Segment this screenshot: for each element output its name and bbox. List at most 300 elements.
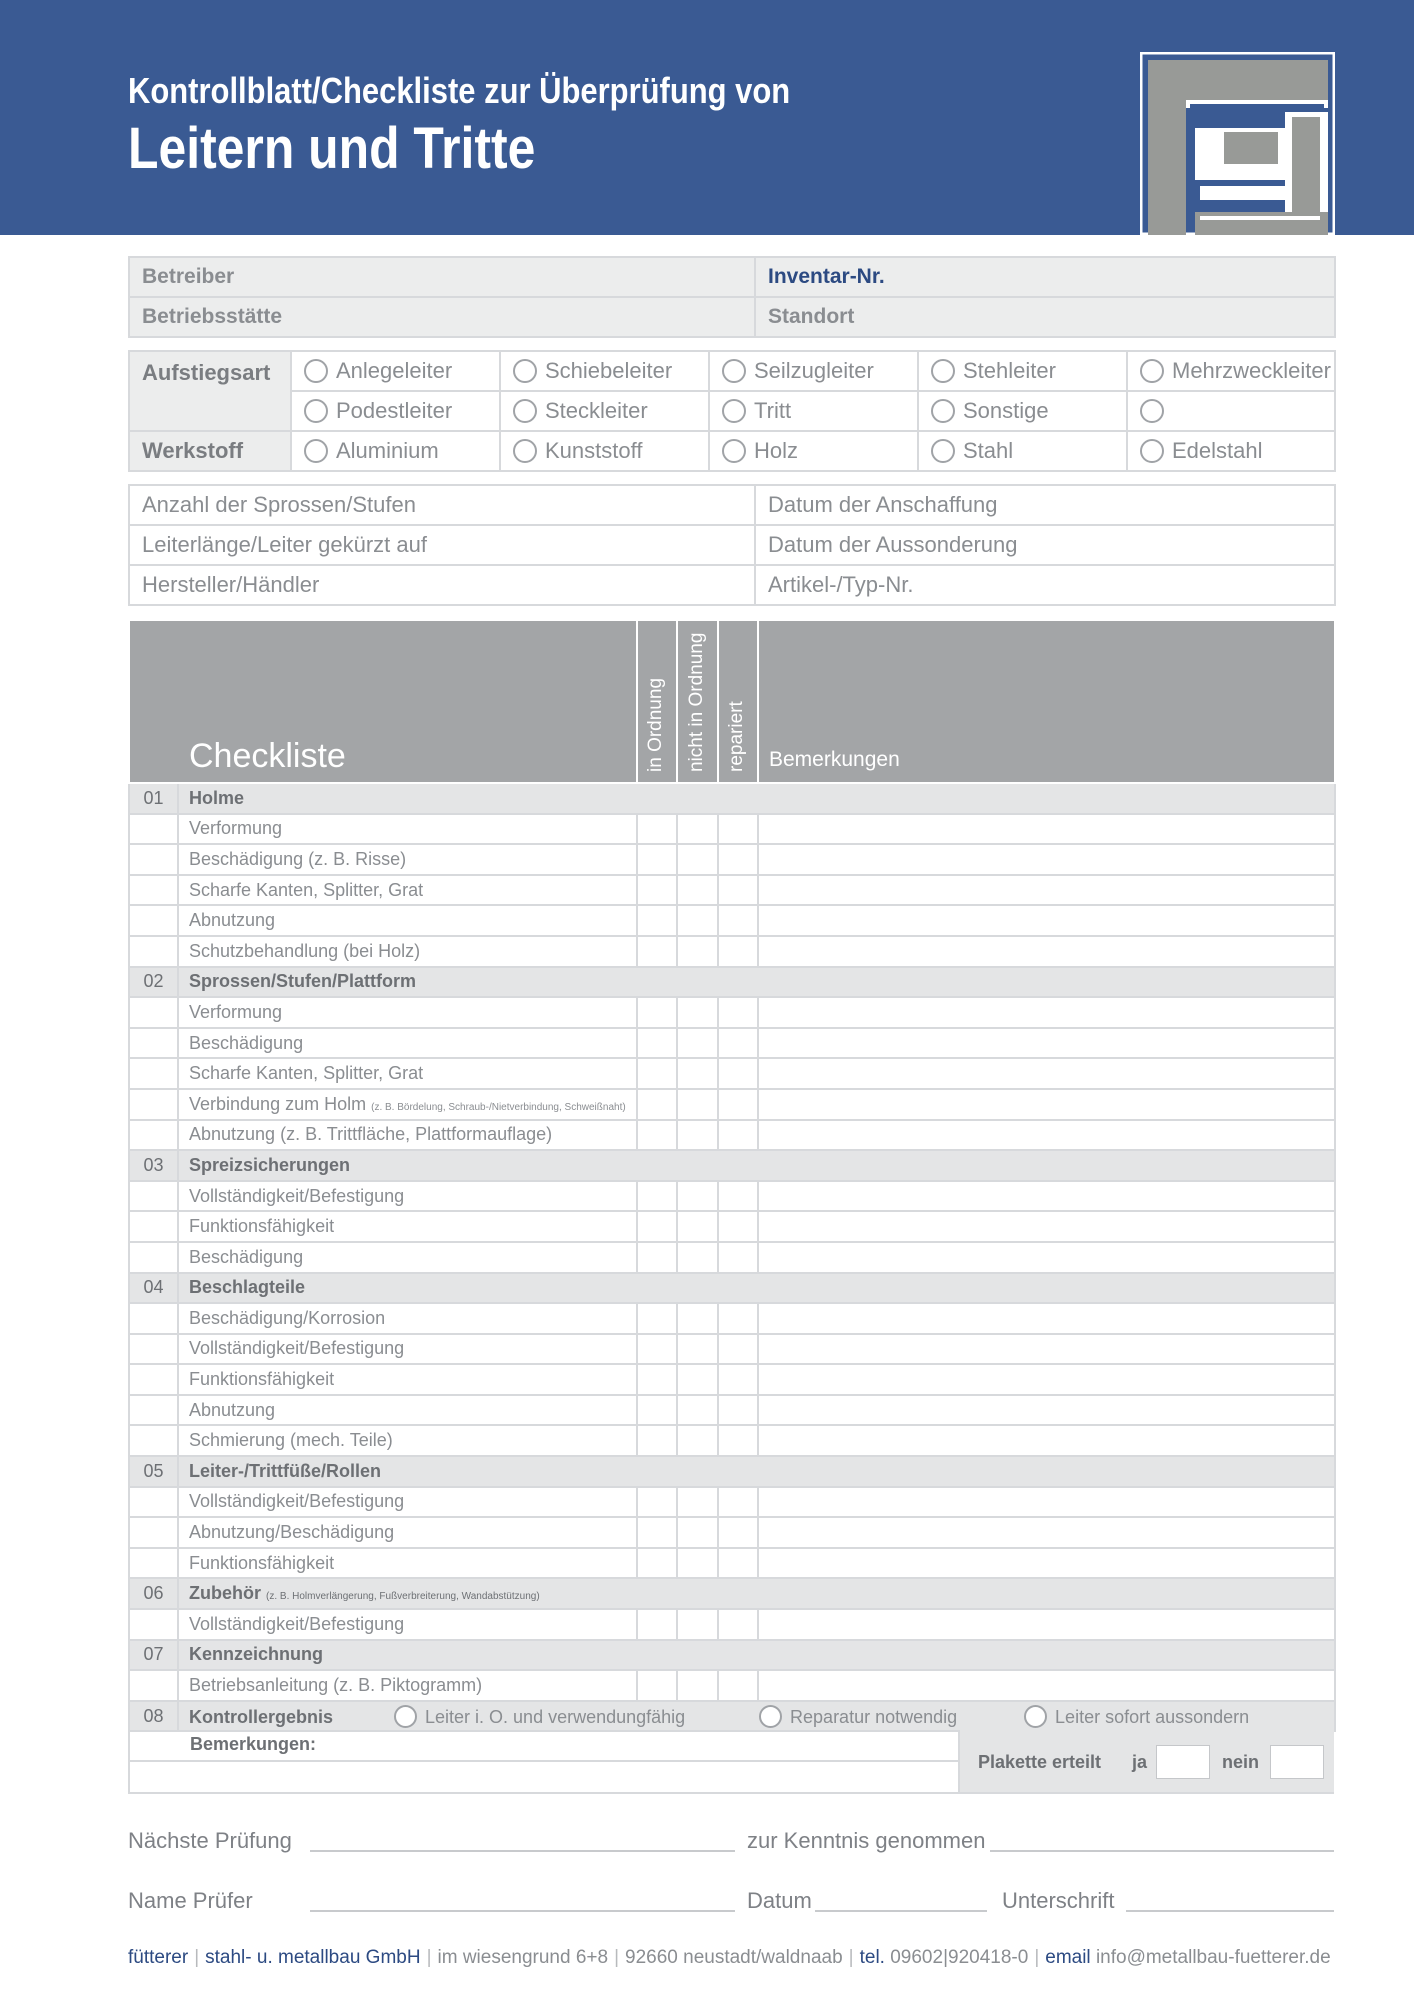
section-title-cell xyxy=(178,1640,1335,1671)
company-name: fütterer xyxy=(128,1947,189,1968)
check-not-in-order[interactable] xyxy=(677,1670,718,1701)
rungs-count-field[interactable]: Anzahl der Sprossen/Stufen xyxy=(129,485,755,525)
item-number-cell xyxy=(129,1028,178,1059)
check-not-in-order[interactable] xyxy=(677,875,718,906)
item-remarks[interactable] xyxy=(758,1670,1335,1701)
plakette-box xyxy=(958,1730,1334,1792)
item-label-cell xyxy=(178,814,637,845)
section-number: 04 xyxy=(129,1273,178,1304)
check-not-in-order[interactable] xyxy=(677,1334,718,1365)
checklist-item-row xyxy=(129,997,1335,1028)
remarks-line[interactable] xyxy=(130,1760,958,1762)
next-inspection-line[interactable] xyxy=(310,1850,735,1852)
section-number: 08 xyxy=(129,1701,178,1732)
remarks-label: Bemerkungen: xyxy=(190,1734,317,1754)
radio-icon[interactable] xyxy=(931,399,955,423)
date-line[interactable] xyxy=(815,1910,987,1912)
item-remarks[interactable] xyxy=(758,1395,1335,1426)
item-remarks[interactable] xyxy=(758,1334,1335,1365)
item-remarks[interactable] xyxy=(758,1425,1335,1456)
section-row xyxy=(129,1456,1335,1487)
radio-icon[interactable] xyxy=(304,399,328,423)
item-number-cell xyxy=(129,997,178,1028)
option-stahl[interactable] xyxy=(918,431,1127,471)
col-label: nicht in Ordnung xyxy=(685,632,707,772)
checklist-item-row xyxy=(129,1181,1335,1212)
check-repaired[interactable] xyxy=(718,1364,758,1395)
check-in-order[interactable] xyxy=(637,1517,677,1548)
section-title: Leiter-/Trittfüße/Rollen xyxy=(189,1460,382,1481)
inspector-name-line[interactable] xyxy=(310,1910,735,1912)
article-number-field[interactable]: Artikel-/Typ-Nr. xyxy=(755,565,1335,605)
radio-icon[interactable] xyxy=(722,359,746,383)
check-repaired[interactable] xyxy=(718,1028,758,1059)
check-repaired[interactable] xyxy=(718,814,758,845)
result-option-repair[interactable] xyxy=(759,1705,1019,1728)
option-sonstige[interactable] xyxy=(918,391,1127,431)
item-label: Scharfe Kanten, Splitter, Grat xyxy=(189,1063,424,1084)
check-in-order[interactable] xyxy=(637,814,677,845)
checklist-item-row xyxy=(129,1211,1335,1242)
item-label-cell xyxy=(178,905,637,936)
section-title: Sprossen/Stufen/Plattform xyxy=(189,971,417,992)
checklist-item-row xyxy=(129,905,1335,936)
item-label-cell xyxy=(178,1334,637,1365)
item-label-cell xyxy=(178,936,637,967)
check-not-in-order[interactable] xyxy=(677,997,718,1028)
check-in-order[interactable] xyxy=(637,1548,677,1579)
no-checkbox[interactable] xyxy=(1270,1745,1324,1779)
check-in-order[interactable] xyxy=(637,1487,677,1518)
check-repaired[interactable] xyxy=(718,1395,758,1426)
check-in-order[interactable] xyxy=(637,1303,677,1334)
item-label: Funktionsfähigkeit xyxy=(189,1216,335,1237)
inventory-number-field[interactable]: Inventar-Nr. xyxy=(755,257,1335,297)
item-remarks[interactable] xyxy=(758,1242,1335,1273)
item-number-cell xyxy=(129,1548,178,1579)
item-label-cell xyxy=(178,1120,637,1151)
check-in-order[interactable] xyxy=(637,875,677,906)
check-in-order[interactable] xyxy=(637,1364,677,1395)
checklist-header xyxy=(129,620,1335,783)
radio-icon[interactable] xyxy=(394,1705,417,1728)
remarks-block xyxy=(128,1730,1334,1794)
checklist-item-row xyxy=(129,1395,1335,1426)
ladder-type-table xyxy=(128,350,1336,472)
option-label: Podestleiter xyxy=(336,398,453,423)
item-number-cell xyxy=(129,1334,178,1365)
item-label: Beschädigung (z. B. Risse) xyxy=(189,848,407,869)
item-number-cell xyxy=(129,1242,178,1273)
purchase-date-field[interactable]: Datum der Anschaffung xyxy=(755,485,1335,525)
option-label: Tritt xyxy=(754,398,792,423)
option-label: Stahl xyxy=(963,438,1014,463)
option-steckleiter[interactable] xyxy=(500,391,709,431)
document-title: Leitern und Tritte xyxy=(128,116,536,181)
item-number-cell xyxy=(129,1425,178,1456)
item-label-cell xyxy=(178,1425,637,1456)
checklist-item-row xyxy=(129,1303,1335,1334)
check-in-order[interactable] xyxy=(637,1334,677,1365)
check-in-order[interactable] xyxy=(637,1609,677,1640)
item-number-cell xyxy=(129,1120,178,1151)
date-label: Datum xyxy=(747,1888,812,1913)
item-label: Scharfe Kanten, Splitter, Grat xyxy=(189,879,424,900)
item-label: Beschädigung xyxy=(189,1246,304,1267)
item-label: Funktionsfähigkeit xyxy=(189,1369,335,1390)
section-row xyxy=(129,1273,1335,1304)
checklist-item-row xyxy=(129,1242,1335,1273)
item-number-cell xyxy=(129,844,178,875)
item-remarks[interactable] xyxy=(758,1120,1335,1151)
item-remarks[interactable] xyxy=(758,1211,1335,1242)
item-label-cell xyxy=(178,1028,637,1059)
option-label: Edelstahl xyxy=(1172,438,1263,463)
item-label: Beschädigung/Korrosion xyxy=(189,1307,386,1328)
manufacturer-field[interactable]: Hersteller/Händler xyxy=(129,565,755,605)
radio-icon[interactable] xyxy=(1024,1705,1047,1728)
option-label: Leiter i. O. und verwendungfähig xyxy=(425,1706,686,1727)
section-number: 07 xyxy=(129,1640,178,1671)
option-stehleiter[interactable] xyxy=(918,351,1127,391)
disposal-date-field[interactable]: Datum der Aussonderung xyxy=(755,525,1335,565)
check-not-in-order[interactable] xyxy=(677,1211,718,1242)
check-not-in-order[interactable] xyxy=(677,1395,718,1426)
item-label-cell xyxy=(178,1364,637,1395)
checklist-item-row xyxy=(129,814,1335,845)
check-repaired[interactable] xyxy=(718,1058,758,1089)
company-logo-icon xyxy=(1140,52,1335,235)
section-row xyxy=(129,783,1335,814)
check-in-order[interactable] xyxy=(637,1120,677,1151)
item-number-cell xyxy=(129,1181,178,1212)
section-number: 05 xyxy=(129,1456,178,1487)
check-in-order[interactable] xyxy=(637,905,677,936)
checklist-item-row xyxy=(129,1334,1335,1365)
item-remarks[interactable] xyxy=(758,844,1335,875)
item-remarks[interactable] xyxy=(758,875,1335,906)
radio-icon[interactable] xyxy=(513,399,537,423)
radio-icon[interactable] xyxy=(931,439,955,463)
section-title: Zubehör xyxy=(189,1583,261,1604)
address-city: 92660 neustadt/waldnaab xyxy=(625,1947,843,1968)
section-title-cell xyxy=(178,1578,1335,1609)
item-remarks[interactable] xyxy=(758,1487,1335,1518)
check-not-in-order[interactable] xyxy=(677,844,718,875)
check-not-in-order[interactable] xyxy=(677,905,718,936)
check-in-order[interactable] xyxy=(637,1425,677,1456)
item-remarks[interactable] xyxy=(758,905,1335,936)
result-option-ok[interactable] xyxy=(394,1705,754,1728)
item-label-cell xyxy=(178,1609,637,1640)
check-repaired[interactable] xyxy=(718,997,758,1028)
check-repaired[interactable] xyxy=(718,875,758,906)
item-label: Verformung xyxy=(189,1001,283,1022)
check-in-order[interactable] xyxy=(637,1058,677,1089)
col-label: in Ordnung xyxy=(645,677,666,772)
check-not-in-order[interactable] xyxy=(677,1517,718,1548)
item-label-cell xyxy=(178,1181,637,1212)
option-edelstahl[interactable] xyxy=(1127,431,1335,471)
item-remarks[interactable] xyxy=(758,1028,1335,1059)
option-label: Seilzugleiter xyxy=(754,358,874,383)
item-number-cell xyxy=(129,936,178,967)
item-remarks[interactable] xyxy=(758,936,1335,967)
check-not-in-order[interactable] xyxy=(677,1303,718,1334)
check-not-in-order[interactable] xyxy=(677,1609,718,1640)
item-number-cell xyxy=(129,1487,178,1518)
no-label: nein xyxy=(1222,1752,1260,1772)
material-label: Werkstoff xyxy=(129,431,291,471)
check-not-in-order[interactable] xyxy=(677,814,718,845)
item-label: Abnutzung (z. B. Trittfläche, Plattformauflage) xyxy=(189,1124,553,1145)
option-mehrzweckleiter[interactable] xyxy=(1127,351,1335,391)
check-repaired[interactable] xyxy=(718,1670,758,1701)
check-repaired[interactable] xyxy=(718,1425,758,1456)
checklist-item-row xyxy=(129,1548,1335,1579)
yes-label: ja xyxy=(1132,1752,1148,1772)
check-repaired[interactable] xyxy=(718,1181,758,1212)
item-number-cell xyxy=(129,1211,178,1242)
check-in-order[interactable] xyxy=(637,1181,677,1212)
header-band xyxy=(0,0,1414,235)
option-seilzugleiter[interactable] xyxy=(709,351,918,391)
radio-icon[interactable] xyxy=(513,439,537,463)
section-number: 03 xyxy=(129,1150,178,1181)
section-title: Beschlagteile xyxy=(189,1277,306,1298)
site-field[interactable]: Betriebsstätte xyxy=(129,297,755,337)
radio-icon[interactable] xyxy=(304,439,328,463)
tel-label: tel. xyxy=(859,1947,885,1968)
email-address[interactable]: info@metallbau-fuetterer.de xyxy=(1095,1947,1331,1968)
option-label: Holz xyxy=(754,438,799,463)
ladder-length-field[interactable]: Leiterlänge/Leiter gekürzt auf xyxy=(129,525,755,565)
check-repaired[interactable] xyxy=(718,1609,758,1640)
check-not-in-order[interactable] xyxy=(677,1089,718,1120)
tel-number: 09602|920418-0 xyxy=(890,1947,1029,1968)
radio-icon[interactable] xyxy=(931,359,955,383)
checklist-item-row xyxy=(129,1670,1335,1701)
item-label: Vollständigkeit/Befestigung xyxy=(189,1613,405,1634)
item-number-cell xyxy=(129,814,178,845)
check-not-in-order[interactable] xyxy=(677,1425,718,1456)
radio-icon[interactable] xyxy=(722,399,746,423)
option-label: Steckleiter xyxy=(545,398,648,423)
acknowledged-line[interactable] xyxy=(990,1850,1334,1852)
item-number-cell xyxy=(129,1670,178,1701)
check-not-in-order[interactable] xyxy=(677,1364,718,1395)
result-title: Kontrollergebnis xyxy=(189,1706,334,1727)
check-in-order[interactable] xyxy=(637,1242,677,1273)
check-repaired[interactable] xyxy=(718,1120,758,1151)
checklist-item-row xyxy=(129,1609,1335,1640)
item-label: Vollständigkeit/Befestigung xyxy=(189,1338,405,1359)
location-field[interactable]: Standort xyxy=(755,297,1335,337)
section-title-cell xyxy=(178,783,1335,814)
check-repaired[interactable] xyxy=(718,1334,758,1365)
email-label: email xyxy=(1045,1947,1091,1968)
option-blank[interactable] xyxy=(1127,391,1335,431)
item-number-cell xyxy=(129,905,178,936)
item-label: Abnutzung/Beschädigung xyxy=(189,1522,395,1543)
section-row xyxy=(129,1150,1335,1181)
item-number-cell xyxy=(129,875,178,906)
checklist-table xyxy=(128,619,1336,1732)
ladder-info-table xyxy=(128,484,1336,606)
check-not-in-order[interactable] xyxy=(677,1058,718,1089)
company-type: stahl- u. metallbau GmbH xyxy=(205,1947,421,1968)
item-remarks[interactable] xyxy=(758,997,1335,1028)
option-kunststoff[interactable] xyxy=(500,431,709,471)
check-repaired[interactable] xyxy=(718,1303,758,1334)
item-remarks[interactable] xyxy=(758,814,1335,845)
item-number-cell xyxy=(129,1364,178,1395)
section-note: (z. B. Holmverlängerung, Fußverbreiterung, Wandabstützung) xyxy=(266,1591,540,1603)
item-label: Vollständigkeit/Befestigung xyxy=(189,1491,405,1512)
check-repaired[interactable] xyxy=(718,905,758,936)
option-schiebeleiter[interactable] xyxy=(500,351,709,391)
radio-icon[interactable] xyxy=(759,1705,782,1728)
check-repaired[interactable] xyxy=(718,1211,758,1242)
item-label-cell xyxy=(178,1058,637,1089)
item-remarks[interactable] xyxy=(758,1364,1335,1395)
radio-icon[interactable] xyxy=(513,359,537,383)
item-label-cell xyxy=(178,1395,637,1426)
item-label-cell xyxy=(178,1089,637,1120)
check-not-in-order[interactable] xyxy=(677,1487,718,1518)
check-not-in-order[interactable] xyxy=(677,936,718,967)
document-subtitle: Kontrollblatt/Checkliste zur Überprüfung von xyxy=(128,70,791,111)
ladder-type-label: Aufstiegsart xyxy=(129,351,291,431)
checklist-item-row xyxy=(129,1058,1335,1089)
item-label-cell xyxy=(178,1487,637,1518)
result-cell xyxy=(178,1701,1335,1732)
item-remarks[interactable] xyxy=(758,1609,1335,1640)
radio-icon[interactable] xyxy=(1140,399,1164,423)
option-aluminium[interactable] xyxy=(291,431,500,471)
signature-line[interactable] xyxy=(1126,1910,1334,1912)
option-holz[interactable] xyxy=(709,431,918,471)
check-repaired[interactable] xyxy=(718,844,758,875)
section-title: Holme xyxy=(189,787,245,808)
check-repaired[interactable] xyxy=(718,936,758,967)
section-title-cell xyxy=(178,1273,1335,1304)
next-inspection-label: Nächste Prüfung xyxy=(128,1828,292,1853)
option-anlegeleiter[interactable] xyxy=(291,351,500,391)
check-in-order[interactable] xyxy=(637,844,677,875)
section-title-cell xyxy=(178,967,1335,998)
item-remarks[interactable] xyxy=(758,1089,1335,1120)
section-row xyxy=(129,1640,1335,1671)
item-label: Abnutzung xyxy=(189,910,276,931)
section-row xyxy=(129,967,1335,998)
checklist-item-row xyxy=(129,1028,1335,1059)
item-label: Schmierung (mech. Teile) xyxy=(189,1430,393,1451)
check-repaired[interactable] xyxy=(718,1517,758,1548)
col-not-in-order xyxy=(677,620,718,783)
option-podestleiter[interactable] xyxy=(291,391,500,431)
check-in-order[interactable] xyxy=(637,936,677,967)
item-label-cell xyxy=(178,1548,637,1579)
address-street: im wiesengrund 6+8 xyxy=(437,1947,609,1968)
acknowledged-label: zur Kenntnis genommen xyxy=(747,1828,986,1853)
check-repaired[interactable] xyxy=(718,1242,758,1273)
item-label: Verformung xyxy=(189,818,283,839)
section-title: Kennzeichnung xyxy=(189,1644,323,1665)
section-title-cell xyxy=(178,1150,1335,1181)
col-repaired xyxy=(718,620,758,783)
checklist-title: Checkliste xyxy=(129,620,637,783)
footer: fütterer | stahl- u. metallbau GmbH | im wiesengrund 6+8 | 92660 neustadt/waldnaab | tel. 09602|920418-0 | email info@metallbau-fuetterer.de xyxy=(128,1947,1331,1968)
item-label-cell xyxy=(178,1517,637,1548)
checklist-item-row xyxy=(129,1364,1335,1395)
section-number: 06 xyxy=(129,1578,178,1609)
check-in-order[interactable] xyxy=(637,1028,677,1059)
section-title: Spreizsicherungen xyxy=(189,1154,351,1175)
check-repaired[interactable] xyxy=(718,1089,758,1120)
item-number-cell xyxy=(129,1058,178,1089)
radio-icon[interactable] xyxy=(1140,439,1164,463)
check-not-in-order[interactable] xyxy=(677,1120,718,1151)
option-tritt[interactable] xyxy=(709,391,918,431)
check-in-order[interactable] xyxy=(637,1211,677,1242)
check-not-in-order[interactable] xyxy=(677,1242,718,1273)
item-remarks[interactable] xyxy=(758,1058,1335,1089)
check-in-order[interactable] xyxy=(637,997,677,1028)
checklist-item-row xyxy=(129,844,1335,875)
radio-icon[interactable] xyxy=(722,439,746,463)
check-not-in-order[interactable] xyxy=(677,1028,718,1059)
item-label-cell xyxy=(178,1211,637,1242)
item-remarks[interactable] xyxy=(758,1181,1335,1212)
plakette-label: Plakette erteilt xyxy=(978,1752,1102,1772)
col-in-order xyxy=(637,620,677,783)
check-in-order[interactable] xyxy=(637,1670,677,1701)
option-label: Reparatur notwendig xyxy=(790,1706,958,1727)
check-in-order[interactable] xyxy=(637,1089,677,1120)
radio-icon[interactable] xyxy=(304,359,328,383)
section-number: 02 xyxy=(129,967,178,998)
operator-field[interactable]: Betreiber xyxy=(129,257,755,297)
item-label-cell xyxy=(178,875,637,906)
check-repaired[interactable] xyxy=(718,1487,758,1518)
result-option-discard[interactable] xyxy=(1024,1705,1249,1728)
checklist-item-row xyxy=(129,1425,1335,1456)
item-label: Beschädigung xyxy=(189,1032,304,1053)
item-label-cell xyxy=(178,1670,637,1701)
checklist-item-row xyxy=(129,875,1335,906)
item-label: Funktionsfähigkeit xyxy=(189,1552,335,1573)
result-row xyxy=(129,1701,1335,1732)
signature-label: Unterschrift xyxy=(1002,1888,1115,1913)
checklist-item-row xyxy=(129,1517,1335,1548)
item-label-cell xyxy=(178,1242,637,1273)
item-remarks[interactable] xyxy=(758,1517,1335,1548)
check-repaired[interactable] xyxy=(718,1548,758,1579)
section-number: 01 xyxy=(129,783,178,814)
check-not-in-order[interactable] xyxy=(677,1548,718,1579)
col-label: repariert xyxy=(726,701,747,772)
option-label: Leiter sofort aussondern xyxy=(1055,1706,1250,1727)
item-remarks[interactable] xyxy=(758,1548,1335,1579)
checklist-item-row xyxy=(129,1487,1335,1518)
check-not-in-order[interactable] xyxy=(677,1181,718,1212)
check-in-order[interactable] xyxy=(637,1395,677,1426)
yes-checkbox[interactable] xyxy=(1156,1745,1210,1779)
option-label: Kunststoff xyxy=(545,438,643,463)
item-remarks[interactable] xyxy=(758,1303,1335,1334)
radio-icon[interactable] xyxy=(1140,359,1164,383)
